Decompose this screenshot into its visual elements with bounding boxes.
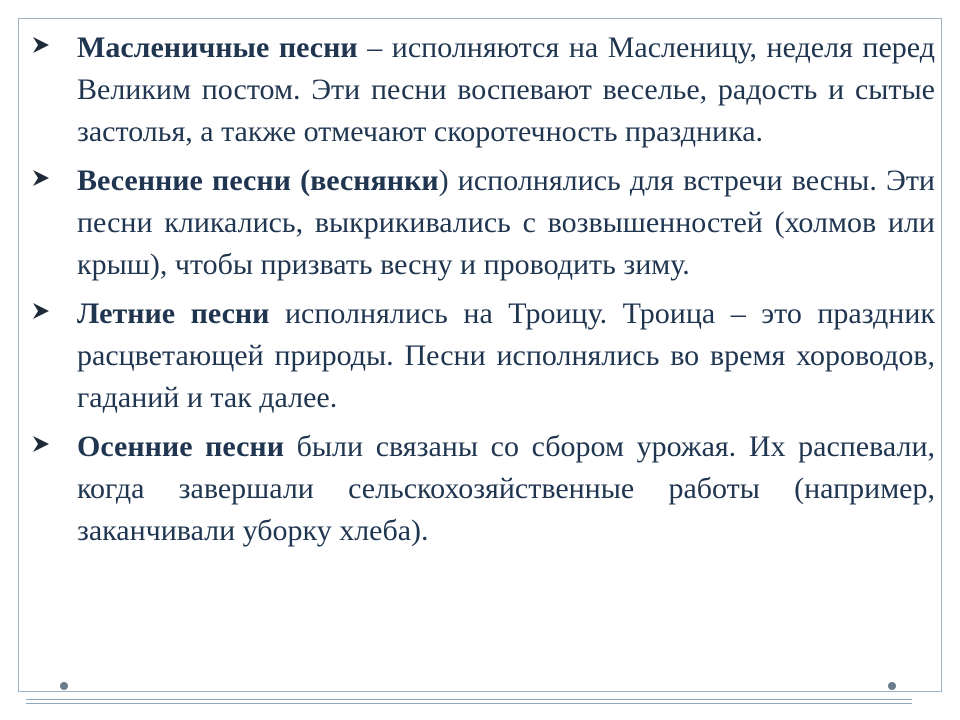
arrowhead-check-bullet-icon xyxy=(32,435,50,453)
bullet-paragraph xyxy=(77,27,935,153)
bullet-body: исполнялись на Троицу. Троица – это праздник расцветающей природы. Песни исполнялись во время хороводов, гаданий и так далее. xyxy=(77,297,935,414)
arrowhead-check-bullet-icon xyxy=(32,169,50,187)
arrowhead-check-bullet-icon xyxy=(32,36,50,54)
list-item xyxy=(19,27,943,153)
list-item xyxy=(19,426,943,552)
slide-frame xyxy=(18,18,942,692)
footer-dot-left xyxy=(60,682,68,690)
bullet-body: были связаны со сбором урожая. Их распевали, когда завершали сельскохозяйственные работы (например, заканчивали уборку хлеба). xyxy=(77,430,935,547)
bullet-body: ) исполнялись для встречи весны. Эти песни кликались, выкрикивались с возвышенностей (холмов или крыш), чтобы призвать весну и проводить зиму. xyxy=(77,164,935,281)
list-item xyxy=(19,293,943,419)
list-item xyxy=(19,160,943,286)
bullet-term: Летние песни xyxy=(77,297,270,330)
bullet-paragraph xyxy=(77,160,935,286)
bullet-list xyxy=(19,27,943,559)
arrowhead-check-bullet-icon xyxy=(32,302,50,320)
bullet-paragraph xyxy=(77,293,935,419)
bullet-term: Весенние песни (веснянки xyxy=(77,164,439,197)
bullet-term: Масленичные песни xyxy=(77,31,358,64)
footer-divider xyxy=(26,699,912,700)
bullet-body: – исполняются на Масленицу, неделя перед Великим постом. Эти песни воспевают веселье, радость и сытые застолья, а также отмечают скоротечность праздника. xyxy=(77,31,935,148)
bullet-term: Осенние песни xyxy=(77,430,284,463)
footer-dot-right xyxy=(888,682,896,690)
footer-divider xyxy=(26,703,912,704)
bullet-paragraph xyxy=(77,426,935,552)
